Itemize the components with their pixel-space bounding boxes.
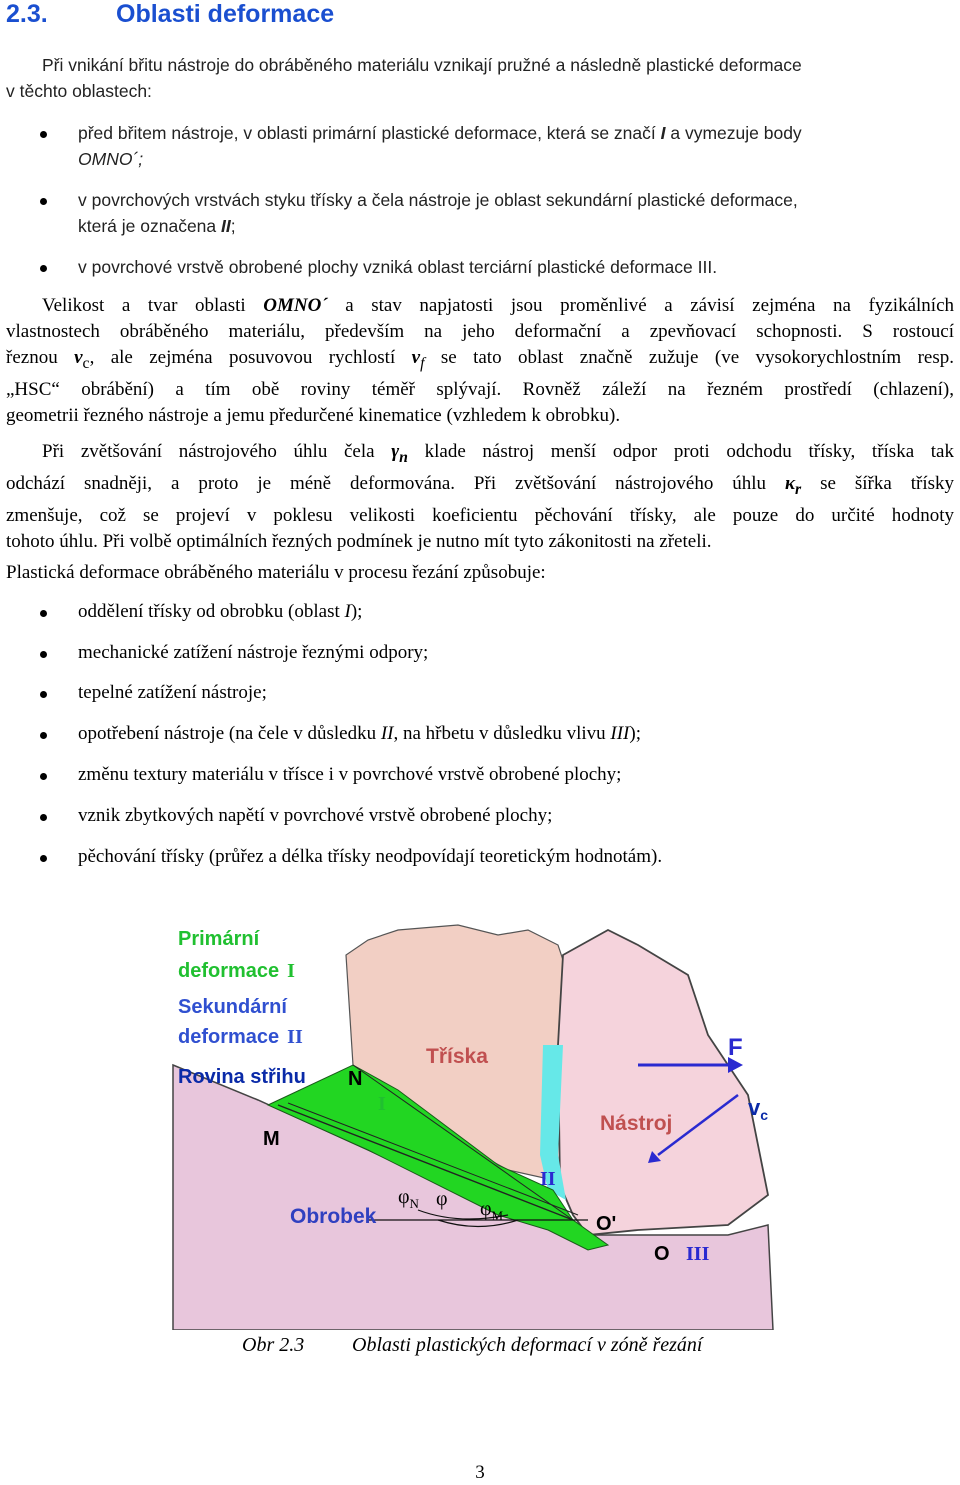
legend-primary-line2: deformace I — [178, 960, 295, 982]
paragraph: Velikost a tvar oblasti OMNO´ a stav napjatosti jsou proměnlivé a závisí zejména na fyzikálních vlastnostech obráběného materiálu, především na jeho deformační a zpevňovací schopnosti. S rostoucí řeznou $v_c$, ale zejména posuvovou rychlostí $v_f$ se tato oblast značně zužuje (ve vysokorychlostním resp. „HSC“ obrábění) a tím obě roviny téměř splývají. Rovněž záleží na řezném prostředí (chlazení), geometrii řezného nástroje a jemu předurčené kinematice (vzhledem k obrobku). — [6, 295, 954, 426]
list-item: pěchování třísky (průřez a délka třísky neodpovídají teoretickým hodnotám). — [78, 844, 958, 870]
bullet-icon — [40, 651, 47, 658]
section-title: Oblasti deformace — [116, 0, 335, 28]
list-item: opotřebení nástroje (na čele v důsledku II, na hřbetu v důsledku vlivu III); — [78, 721, 958, 747]
legend-primary-line1: Primární — [178, 928, 260, 950]
page-number: 3 — [475, 1462, 485, 1483]
point-N: N — [348, 1068, 363, 1090]
section-number: 2.3. — [6, 0, 48, 28]
region-III-label: III — [686, 1243, 710, 1265]
point-M: M — [263, 1128, 280, 1150]
intro-line: Při vnikání břitu nástroje do obráběného materiálu vznikají pružné a následně plastické deformace — [42, 55, 802, 75]
figure-caption-text: Oblasti plastických deformací v zóně řezání — [352, 1334, 703, 1356]
list-item: v povrchových vrstvách styku třísky a čela nástroje je oblast sekundární plastické deformace, která je označena II; — [78, 187, 958, 239]
region-label: II — [221, 216, 231, 236]
list-item: tepelné zatížení nástroje; — [78, 680, 958, 706]
list-item: vznik zbytkových napětí v povrchové vrstvě obrobené plochy; — [78, 803, 958, 829]
list-item: změnu textury materiálu v třísce i v povrchové vrstvě obrobené plochy; — [78, 762, 958, 788]
list-item: v povrchové vrstvě obrobené plochy vzniká oblast terciární plastické deformace III. — [78, 254, 958, 280]
velocity-label: $v_c$ — [748, 1095, 769, 1123]
bullet-icon — [40, 855, 47, 862]
figure-number: Obr 2.3 — [242, 1334, 305, 1356]
list-item: před břitem nástroje, v oblasti primární plastické deformace, která se značí I a vymezuje body OMNO´; — [78, 120, 958, 172]
bullet-icon — [40, 265, 47, 272]
region-label: OMNO´; — [78, 149, 144, 169]
bullet-icon — [40, 198, 47, 205]
tool-region — [558, 930, 768, 1235]
point-O: O — [654, 1243, 670, 1265]
angle-phi-label: φ — [436, 1188, 448, 1210]
region-I-label: I — [378, 1093, 386, 1115]
region-label: I — [660, 123, 666, 143]
angle-phiM-label: $\varphi_M$ — [480, 1198, 504, 1223]
point-O-prime: O' — [596, 1213, 617, 1235]
legend-secondary-line1: Sekundární — [178, 996, 287, 1018]
region-II-label: II — [540, 1168, 556, 1190]
section-heading — [6, 0, 334, 29]
figure-caption — [242, 1334, 703, 1357]
force-label: F — [728, 1034, 743, 1061]
workpiece-label: Obrobek — [290, 1205, 377, 1228]
bullet-icon — [40, 691, 47, 698]
intro-paragraph — [6, 52, 956, 104]
paragraph: Plastická deformace obráběného materiálu v procesu řezání způsobuje: — [6, 562, 546, 583]
bullet-icon — [40, 773, 47, 780]
intro-line: v těchto oblastech: — [6, 81, 152, 101]
paragraph: Při zvětšování nástrojového úhlu čela $\gamma_n$ klade nástroj menší odpor proti odchodu třísky, tříska tak odchází snadněji, a proto je méně deformována. Při zvětšování nástrojového úhlu $\kappa_r$ se šířka třísky zmenšuje, což se projeví v poklesu velikosti koeficientu pěchování třísky, ale pouze do určité hodnoty tohoto úhlu. Při volbě optimálních řezných podmínek je nutno mít tyto zákonitosti na zřeteli. — [6, 441, 954, 552]
bullet-icon — [40, 814, 47, 821]
angle-phiN-label: $\varphi_N$ — [398, 1186, 419, 1211]
legend-secondary-line2: deformace II — [178, 1026, 303, 1048]
bullet-icon — [40, 131, 47, 138]
legend-shear-plane: Rovina střihu — [178, 1066, 306, 1088]
bullet-icon — [40, 610, 47, 617]
list-item: mechanické zatížení nástroje řeznými odpory; — [78, 640, 958, 666]
list-item: oddělení třísky od obrobku (oblast I); — [78, 599, 958, 625]
chip-label: Tříska — [426, 1045, 488, 1068]
bullet-icon — [40, 732, 47, 739]
tool-label: Nástroj — [600, 1112, 673, 1135]
cutting-zone-diagram — [168, 915, 778, 1330]
